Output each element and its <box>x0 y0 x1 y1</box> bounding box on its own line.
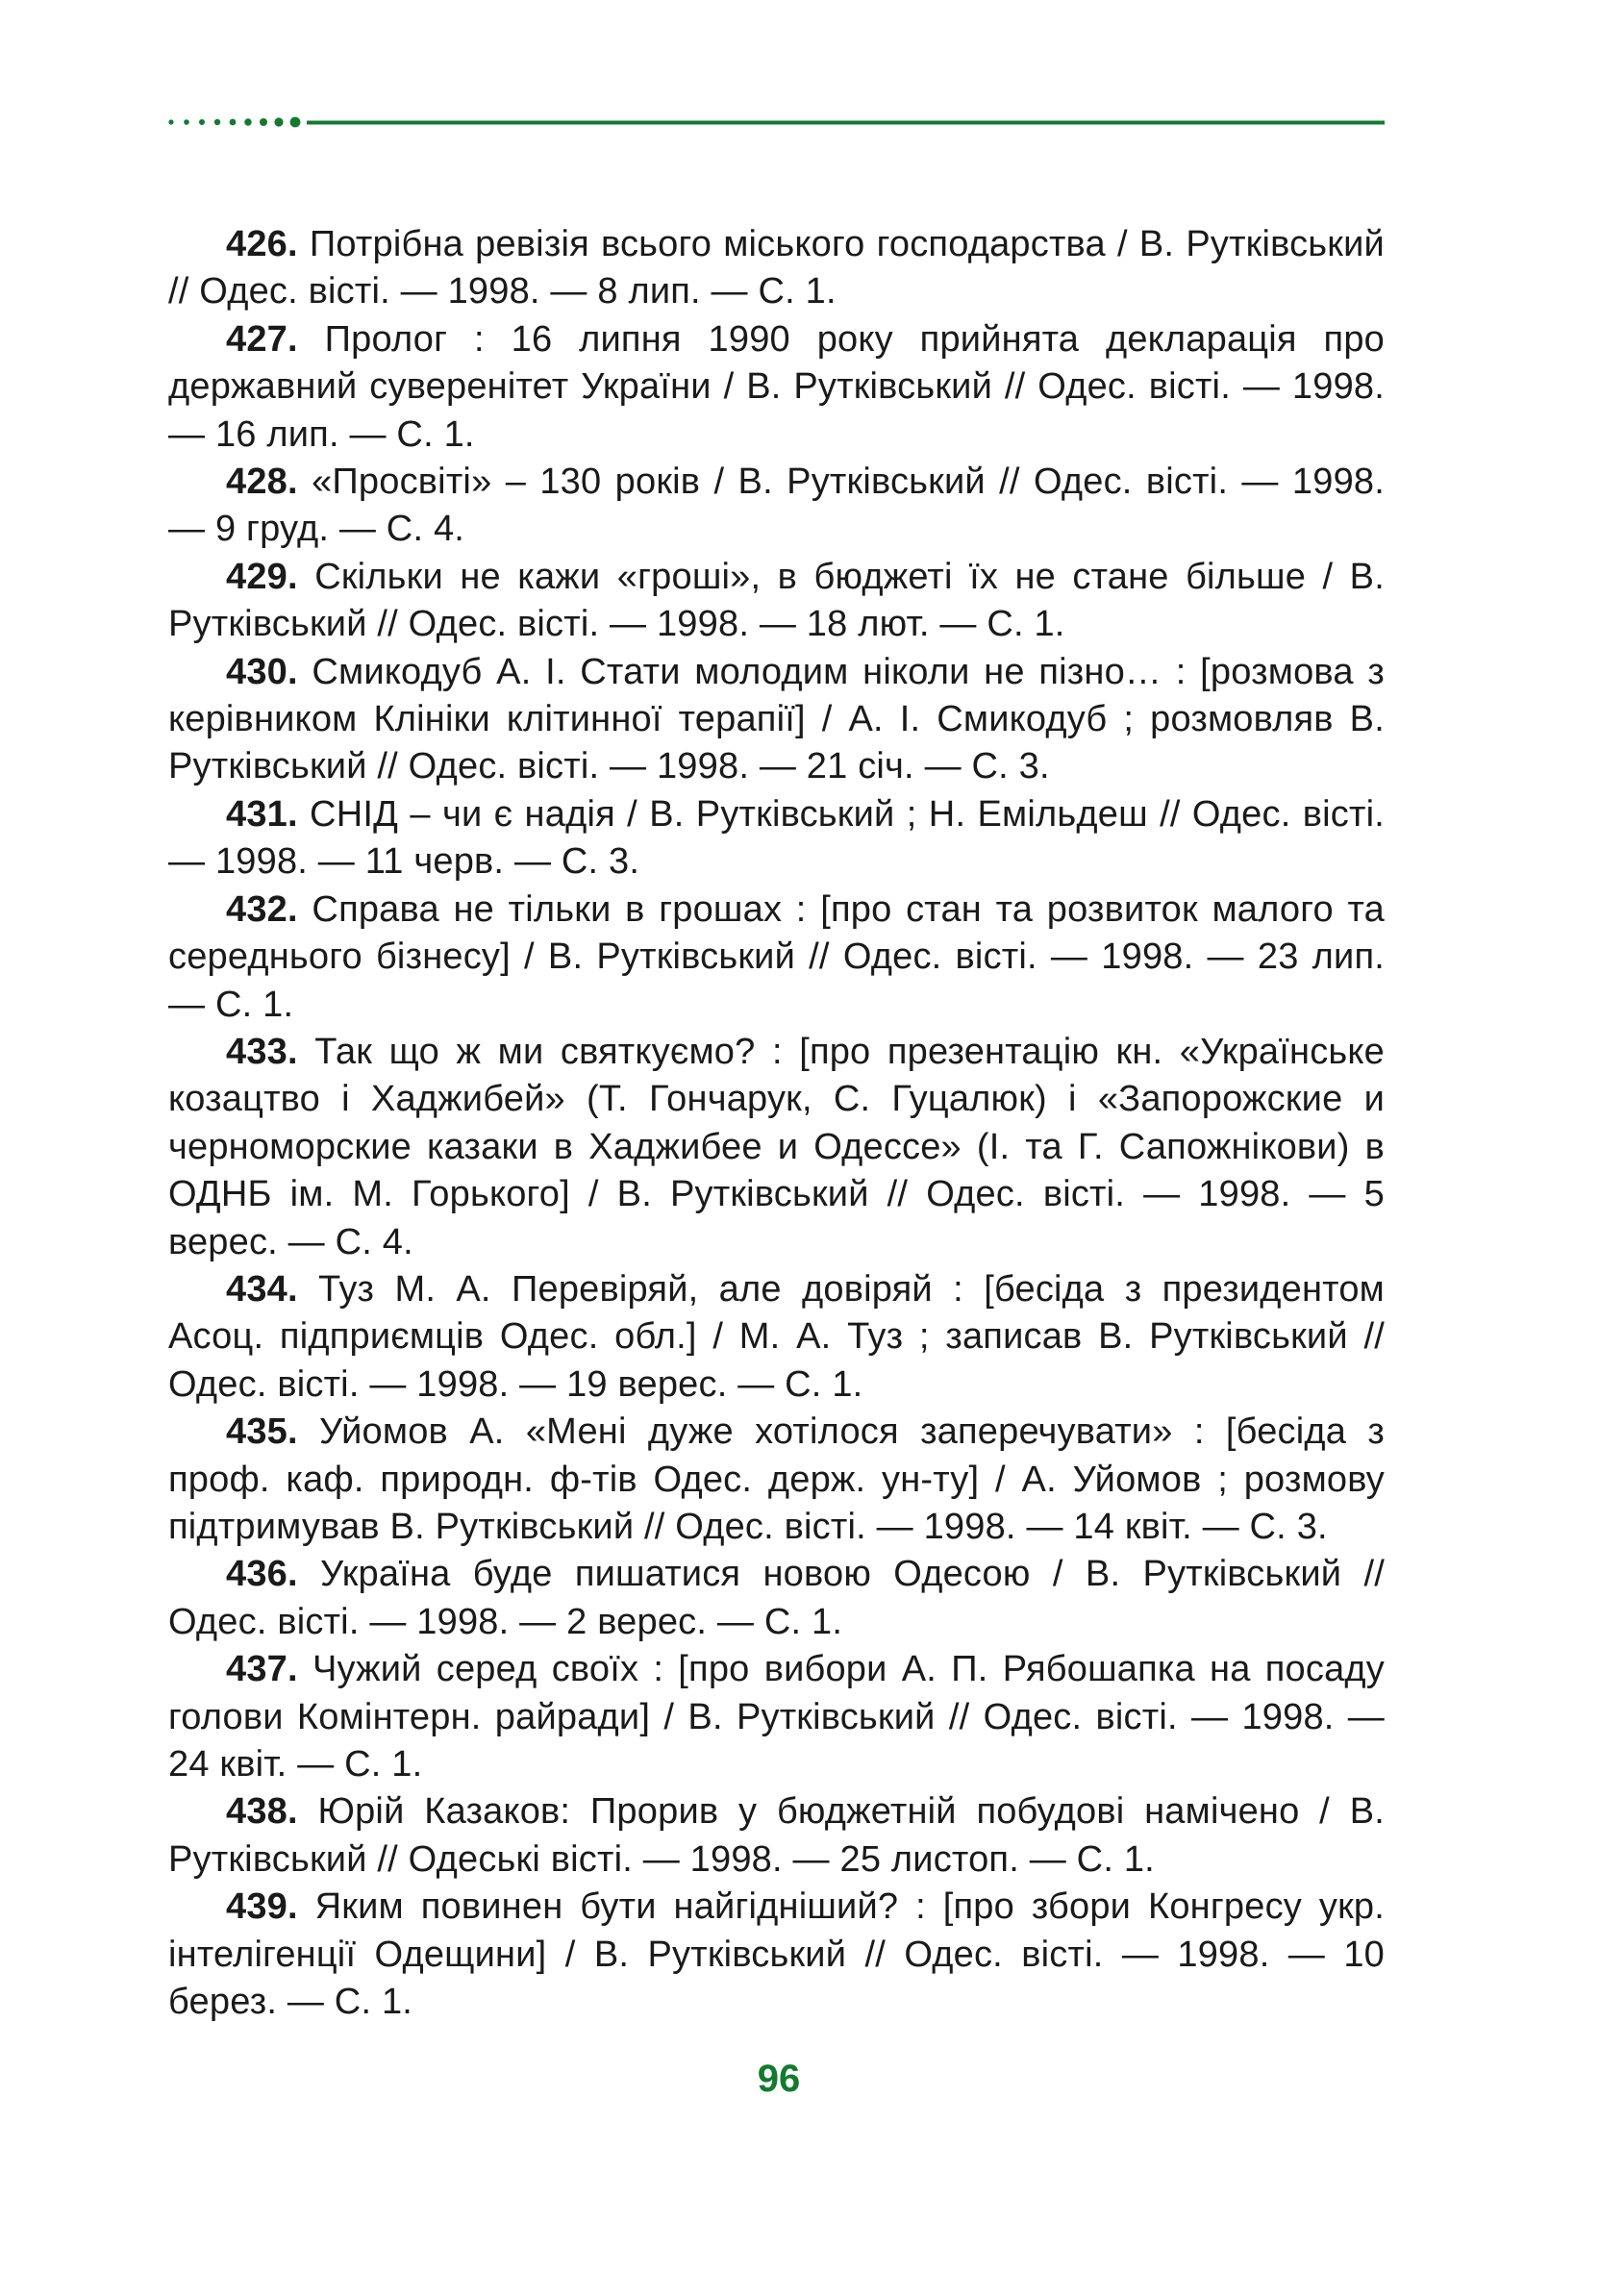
entry-text: Потрібна ревізія всього міського господарства / В. Рутківський // Одес. вісті. — 1998. — 8 лип. — С. 1. <box>168 224 1385 312</box>
bibliography-entry <box>168 1266 1385 1409</box>
entry-number: 439. <box>226 1886 298 1928</box>
entry-number: 427. <box>226 318 298 360</box>
header-decorative-rule <box>167 114 1385 130</box>
entry-text: Туз М. А. Перевіряй, але довіряй : [бесіда з президентом Асоц. підприємців Одес. обл.] / М. А. Туз ; записав В. Рутківський // Одес. вісті. — 1998. — 19 верес. — С. 1. <box>168 1268 1385 1405</box>
bibliography-entry <box>168 1409 1385 1551</box>
entry-text: Чужий серед своїх : [про вибори А. П. Рябошапка на посаду голови Комінтерн. райради] / В. Рутківський // Одес. вісті. — 1998. — 24 квіт. — С. 1. <box>168 1649 1385 1785</box>
bibliography-entry <box>168 1029 1385 1266</box>
entry-number: 431. <box>226 793 298 835</box>
bibliography-entry <box>168 1551 1385 1646</box>
entry-number: 430. <box>226 651 298 692</box>
bibliography-entries <box>168 221 1385 2026</box>
bibliography-entry <box>168 459 1385 554</box>
entry-number: 433. <box>226 1031 298 1072</box>
entry-text: Смикодуб А. І. Стати молодим ніколи не пізно… : [розмова з керівником Клініки клітинної терапії] / А. І. Смикодуб ; розмовляв В. Рутківський // Одес. вісті. — 1998. — 21 січ. — С. 3. <box>168 651 1385 787</box>
entry-number: 434. <box>226 1268 298 1310</box>
entry-number: 432. <box>226 888 298 930</box>
entry-text: Скільки не кажи «гроші», в бюджеті їх не стане більше / В. Рутківський // Одес. вісті. — 1998. — 18 лют. — С. 1. <box>168 556 1385 645</box>
bibliography-entry <box>168 791 1385 886</box>
entry-text: СНІД – чи є надія / В. Рутківський ; Н. Емільдеш // Одес. вісті. — 1998. — 11 черв. — С. 3. <box>168 793 1385 883</box>
bibliography-entry <box>168 1788 1385 1884</box>
bibliography-entry <box>168 1646 1385 1788</box>
entry-number: 435. <box>226 1411 298 1453</box>
page-number: 96 <box>757 2058 801 2100</box>
entry-number: 436. <box>226 1554 298 1595</box>
bibliography-entry <box>168 554 1385 649</box>
entry-text: Пролог : 16 липня 1990 року прийнята декларація про державний суверенітет України / В. Рутківський // Одес. вісті. — 1998. — 16 лип. — С. 1. <box>168 318 1385 455</box>
entry-number: 437. <box>226 1649 298 1690</box>
bibliography-entry <box>168 649 1385 791</box>
bibliography-entry <box>168 1884 1385 2026</box>
bibliography-entry <box>168 316 1385 459</box>
bibliography-entry <box>168 886 1385 1029</box>
entry-text: «Просвіті» – 130 років / В. Рутківський // Одес. вісті. — 1998. — 9 груд. — С. 4. <box>168 462 1385 550</box>
dotted-rule-graphic <box>167 114 1385 130</box>
entry-text: Так що ж ми святкуємо? : [про презентацію кн. «Українське козацтво і Хаджибей» (Т. Гончарук, С. Гуцалюк) і «Запорожские и черноморские казаки в Хаджибее и Одессе» (І. та Г. Сапожнікови) в ОДНБ ім. М. Горького] / В. Рутківський // Одес. вісті. — 1998. — 5 верес. — С. 4. <box>168 1031 1385 1262</box>
entry-number: 429. <box>226 556 298 597</box>
bibliography-entry <box>168 221 1385 316</box>
entry-text: Справа не тільки в грошах : [про стан та розвиток малого та середнього бізнесу] / В. Рутківський // Одес. вісті. — 1998. — 23 лип. — С. 1. <box>168 888 1385 1025</box>
entry-text: Уйомов А. «Мені дуже хотілося заперечувати» : [бесіда з проф. каф. природн. ф-тів Одес. держ. ун-ту] / А. Уйомов ; розмову підтримував В. Рутківський // Одес. вісті. — 1998. — 14 квіт. — С. 3. <box>168 1411 1385 1547</box>
entry-text: Юрій Казаков: Прорив у бюджетній побудові намічено / В. Рутківський // Одеські вісті. — 1998. — 25 листоп. — С. 1. <box>168 1791 1385 1880</box>
entry-number: 438. <box>226 1791 298 1833</box>
entry-number: 426. <box>226 224 298 264</box>
entry-number: 428. <box>226 462 298 503</box>
entry-text: Україна буде пишатися новою Одесою / В. Рутківський // Одес. вісті. — 1998. — 2 верес. — С. 1. <box>168 1554 1385 1642</box>
entry-text: Яким повинен бути найгідніший? : [про збори Конгресу укр. інтелігенції Одещини] / В. Рутківський // Одес. вісті. — 1998. — 10 берез. — С. 1. <box>168 1886 1385 2023</box>
